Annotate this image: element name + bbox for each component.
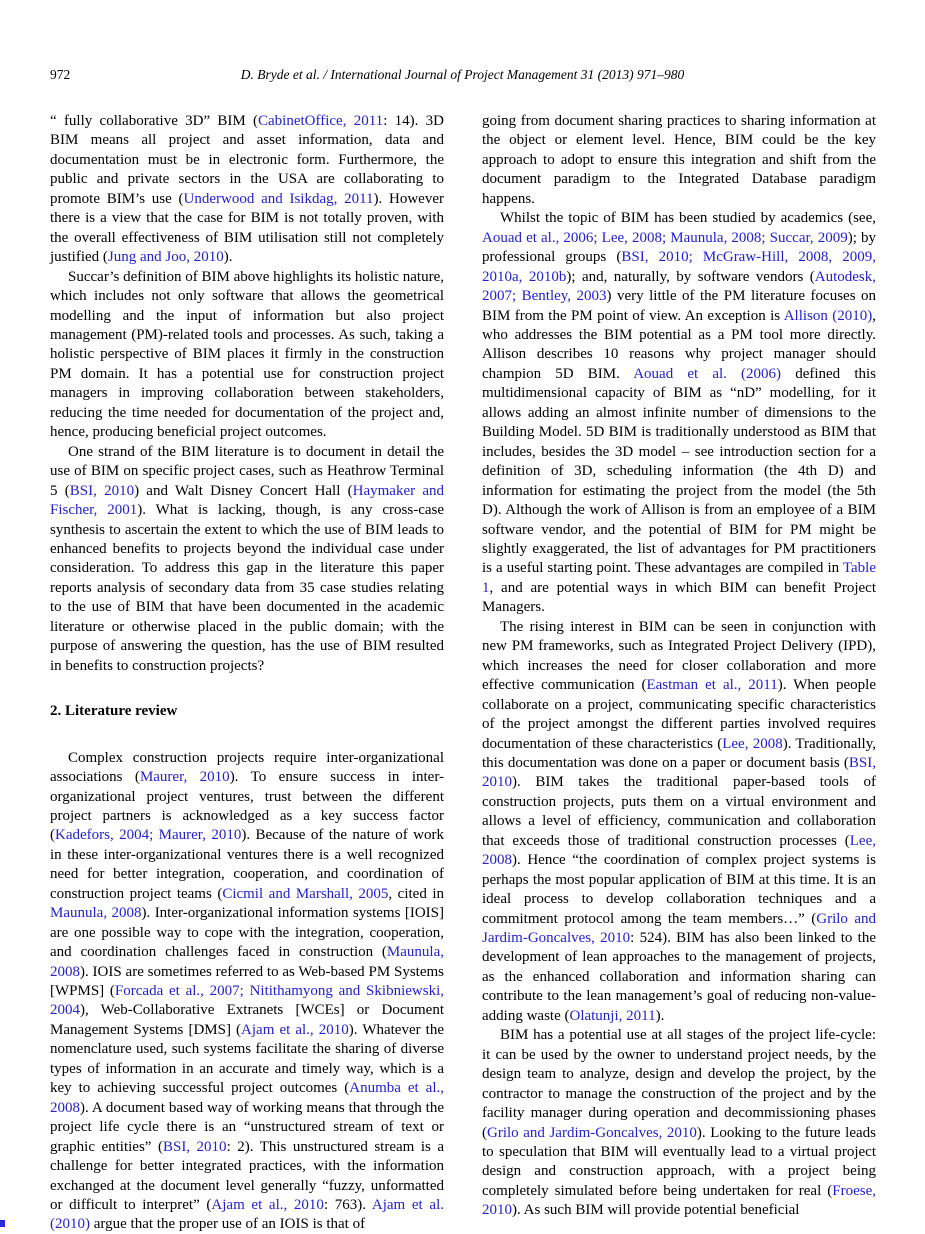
- citation-link[interactable]: BSI, 2010; McGraw-Hill, 2008, 2009, 2010a, 2010b: [482, 249, 876, 285]
- text-run: ). IOIS are sometimes referred to as Web-based PM Systems [WPMS] (: [50, 963, 444, 1000]
- citation-link[interactable]: Underwood and Isikdag, 2011: [183, 190, 374, 207]
- article-body: [0, 112, 925, 1234]
- citation-link[interactable]: Allison (2010): [783, 307, 873, 324]
- text-run: Whilst the topic of BIM has been studied by academics (see,: [500, 210, 876, 227]
- text-run: : 524). BIM has also been linked to the development of lean approaches to the management of projects, as the enhanced collaboration and information sharing can contribute to the lean management’s goal of reducing non-value-adding waste (: [482, 930, 876, 1024]
- paragraph: [50, 443, 444, 676]
- section-heading: 2. Literature review: [50, 703, 178, 720]
- paragraph: [482, 209, 876, 618]
- citation-link[interactable]: BSI, 2010: [69, 482, 135, 499]
- text-run: ). BIM takes the traditional paper-based tools of construction projects, puts them on a virtual environment and allows a level of efficiency, communication and collaboration that exceeds those of traditional construction processes (: [482, 774, 876, 849]
- text-run: ). Hence “the coordination of complex project systems is perhaps the most popular application of BIM at this time. It is an ideal process to develop collaboration techniques and a commitment protocol among the team members…” (: [482, 852, 876, 927]
- column-right: [482, 112, 876, 1234]
- text-run: : 14). 3D BIM means all project and asset information, data and documentation must be in electronic form. Furthermore, the public and private sectors in the USA are collaborating to promote BIM’s use (: [50, 113, 444, 207]
- citation-link[interactable]: Anumba et al., 2008: [50, 1080, 444, 1116]
- citation-link[interactable]: Ajam et al., 2010: [211, 1197, 324, 1214]
- text-run: defined this multidimensional capacity of BIM as “nD” modelling, for it allows adding an almost infinite number of dimensions to the Building Model. 5D BIM is traditionally understood as BIM that includes, besides the 3D model – see introduction section for a definition of 3D, scheduling information (the 4th D) and information for estimating the project from the model (the 5th D). Although the work of Allison is from an employee of a BIM software vendor, and the potential of BIM for PM might be slightly exaggerated, the list of advantages for PM practitioners is a useful starting point. These advantages are compiled in: [482, 365, 876, 577]
- citation-link[interactable]: Table 1: [482, 560, 876, 596]
- citation-link[interactable]: Jung and Joo, 2010: [107, 249, 224, 266]
- text-run: ). Traditionally, this documentation was done on a paper or document basis (: [482, 735, 876, 771]
- citation-link[interactable]: CabinetOffice, 2011: [258, 113, 384, 129]
- text-run: “ fully collaborative 3D” BIM (: [50, 113, 259, 129]
- citation-link[interactable]: Grilo and Jardim-Goncalves, 2010: [487, 1124, 697, 1141]
- citation-link[interactable]: Maunula, 2008: [50, 905, 142, 922]
- text-run: ). As such BIM will provide potential beneficial: [512, 1202, 800, 1219]
- text-run: ) and Walt Disney Concert Hall (: [134, 482, 353, 499]
- citation-link[interactable]: Lee, 2008: [722, 735, 783, 752]
- citation-link[interactable]: Froese, 2010: [482, 1182, 876, 1219]
- paragraph: [482, 1026, 876, 1221]
- text-run: ); by professional groups (: [482, 229, 876, 266]
- citation-link[interactable]: Cicmil and Marshall, 2005: [222, 885, 389, 902]
- text-run: ). Inter-organizational information systems [IOIS] are one possible way to cope with the integration, cooperation, and coordination challenges faced in construction (: [50, 905, 444, 961]
- text-run: The rising interest in BIM can be seen in conjunction with new PM frameworks, such as Integrated Project Delivery (IPD), which increases the need for closer collaboration and more effective communication (: [482, 618, 876, 694]
- text-run: ), Web-Collaborative Extranets [WCEs] or Document Management Systems [DMS] (: [50, 1002, 444, 1038]
- text-run: ). Looking to the future leads to speculation that BIM will eventually lead to a virtual project design and construction approach, with a project being completely simulated before being undertaken for real (: [482, 1124, 876, 1199]
- column-left: [50, 112, 444, 1234]
- running-title: D. Bryde et al. / International Journal of Project Management 31 (2013) 971–980: [240, 67, 685, 82]
- text-run: ). What is lacking, though, is any cross-case synthesis to ascertain the extent to which the use of BIM leads to enhanced benefits to projects beyond the individual case under consideration. To address this gap in the literature this paper reports analysis of secondary data from 35 case studies relating to the use of BIM that have been documented in the academic literature or otherwise placed in the public domain; with the purpose of answering the question, has the use of BIM resulted in benefits to construction projects?: [50, 502, 444, 674]
- page-header: [0, 67, 925, 85]
- text-run: ) very little of the PM literature focuses on BIM from the PM point of view. An exception is: [482, 288, 876, 324]
- text-run: ). To ensure success in inter-organizational project ventures, trust between the different project partners is acknowledged as a key success factor (: [50, 769, 445, 844]
- citation-link[interactable]: Maurer, 2010: [139, 769, 230, 786]
- text-run: , who addresses the BIM potential as a PM tool more directly. Allison describes 10 reasons why project manager should champion 5D BIM.: [482, 307, 876, 382]
- citation-link[interactable]: Lee, 2008: [482, 832, 876, 869]
- paragraph: [482, 618, 876, 1027]
- citation-link[interactable]: Ajam et al. (2010): [50, 1197, 444, 1233]
- text-run: BIM has a potential use at all stages of the project life-cycle: it can be used by the owner to understand project needs, by the design team to analyze, design and develop the project, by the contractor to manage the construction of the project and by the facility manager during operation and decommissioning phases (: [482, 1027, 876, 1141]
- citation-link[interactable]: BSI, 2010: [162, 1138, 227, 1155]
- text-run: Succar’s definition of BIM above highlights its holistic nature, which includes not only software that allows the geometrical modelling and the input of information but also project management (PM)-related tools and processes. As such, taking a holistic perspective of BIM places it firmly in the construction PM domain. It has a potential use for construction project managers in improving collaboration between stakeholders, reducing the time needed for documentation of the project and, hence, producing beneficial project outcomes.: [50, 268, 444, 441]
- page-number: 972: [50, 67, 71, 82]
- text-run: ). However there is a view that the case for BIM is not totally proven, with the overall effectiveness of BIM utilisation still not completely justified (: [50, 190, 444, 266]
- text-run: ). Whatever the nomenclature used, such systems facilitate the sharing of diverse types of information in an accurate and timely way, which is a key to achieving successful project outcomes (: [50, 1021, 445, 1097]
- citation-link[interactable]: Autodesk, 2007; Bentley, 2003: [482, 268, 876, 305]
- text-run: One strand of the BIM literature is to document in detail the use of BIM on specific project cases, such as Heathrow Terminal 5 (: [50, 443, 444, 499]
- paragraph: [50, 749, 444, 1234]
- text-run: going from document sharing practices to sharing information at the object or element level. Hence, BIM could be the key approach to adopt to ensure this integration and shift from the document paradigm to the Integrated Database paradigm happens.: [482, 113, 876, 207]
- paragraph: [50, 268, 444, 443]
- text-run: ).: [223, 249, 233, 266]
- text-run: ); and, naturally, by software vendors (: [566, 268, 815, 285]
- citation-link[interactable]: Ajam et al., 2010: [241, 1021, 349, 1038]
- citation-link[interactable]: Maunula, 2008: [50, 944, 444, 980]
- text-run: , cited in: [388, 885, 444, 902]
- citation-link[interactable]: Olatunji, 2011: [569, 1007, 656, 1024]
- citation-link[interactable]: Haymaker and Fischer, 2001: [50, 482, 444, 519]
- page-edge-link-mark: [0, 1220, 5, 1227]
- citation-link[interactable]: Aouad et al. (2006): [633, 365, 782, 382]
- citation-link[interactable]: Grilo and Jardim-Goncalves, 2010: [482, 910, 876, 947]
- citation-link[interactable]: BSI, 2010: [482, 754, 876, 791]
- text-run: , and are potential ways in which BIM can benefit Project Managers.: [482, 579, 876, 616]
- citation-link[interactable]: Eastman et al., 2011: [646, 677, 778, 694]
- citation-link[interactable]: Kadefors, 2004; Maurer, 2010: [55, 827, 242, 844]
- text-run: argue that the proper use of an IOIS is that of: [90, 1216, 366, 1233]
- citation-link[interactable]: Aouad et al., 2006; Lee, 2008; Maunula, 2008; Succar, 2009: [482, 229, 848, 246]
- text-run: ).: [655, 1007, 665, 1024]
- text-run: ). When people collaborate on a project, communicating specific characteristics of the project amongst the different parties involved requires documentation of these characteristics (: [482, 677, 876, 752]
- text-run: : 2). This unstructured stream is a challenge for better integrated practices, with the information exchanged at the document level generally “fuzzy, unformatted or difficult to interpret” (: [50, 1138, 444, 1214]
- paragraph: [482, 112, 876, 209]
- paragraph: [50, 112, 444, 268]
- citation-link[interactable]: Forcada et al., 2007; Nitithamyong and Skibniewski, 2004: [50, 983, 444, 1019]
- text-run: ). A document based way of working means that through the project life cycle there is an “unstructured stream of text or graphic entities” (: [50, 1099, 444, 1155]
- text-run: ). Because of the nature of work in these inter-organizational ventures there is a well recognized need for better integration, cooperation, and coordination of construction project teams (: [50, 827, 444, 902]
- text-run: Complex construction projects require inter-organizational associations (: [50, 749, 444, 786]
- text-run: : 763).: [323, 1197, 372, 1214]
